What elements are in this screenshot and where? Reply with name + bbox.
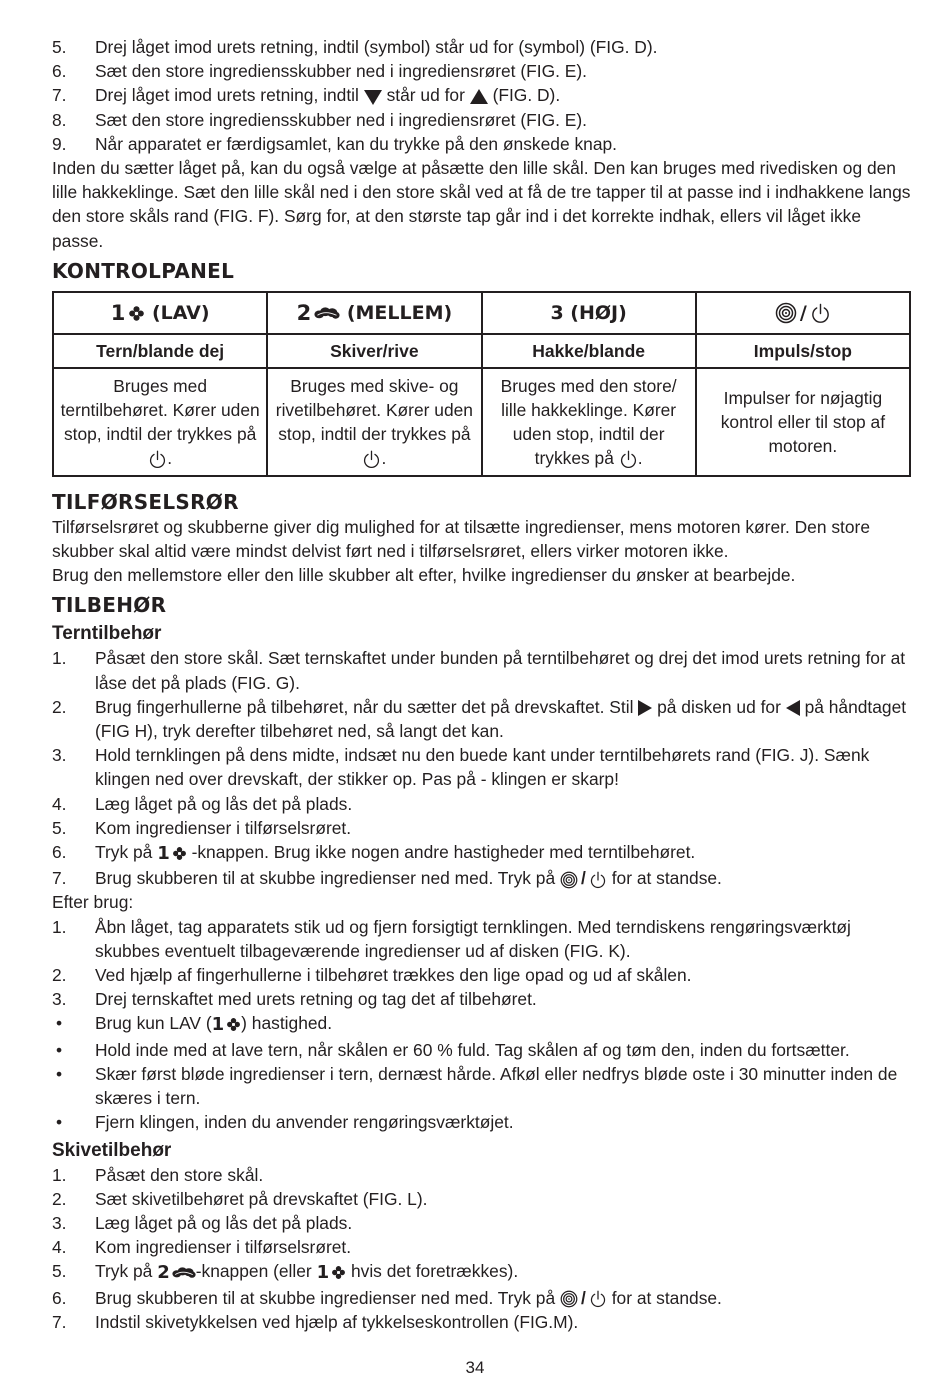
list-item: [52, 1011, 912, 1037]
list-text-part: -knappen (eller: [195, 1261, 312, 1282]
table-cell: Impulser for nøjagtig kontrol eller til stop af motoren.: [696, 368, 910, 476]
list-number: 5.: [52, 817, 67, 838]
page-number: 34: [465, 1358, 485, 1377]
list-text: Læg låget på og lås det på plads.: [95, 793, 353, 814]
list-text-part: Brug skubberen til at skubbe ingredienser ned med. Tryk på: [95, 868, 556, 889]
paragraph: Tilførselsrøret og skubberne giver dig mulighed for at tilsætte ingredienser, mens motoren kører. Den store skubber skal altid være mindst delvist ført ned i tilførselsrøret, ellers virker motoren ikke.: [52, 516, 871, 562]
list-item: [52, 1163, 912, 1187]
list-item: [52, 35, 912, 59]
list-item: [52, 108, 912, 132]
list-number: 7.: [52, 1311, 67, 1332]
list-item: [52, 792, 912, 816]
bullet-mark: •: [56, 1039, 63, 1060]
after-use-list: [52, 915, 912, 1012]
subsection-heading-skivetilbehor: Skivetilbehør: [52, 1139, 172, 1161]
cell-text: Bruges med den store/ lille hakkeklinge. Kører uden stop, indtil der trykkes på: [500, 375, 677, 468]
list-text: Fjern klingen, inden du anvender rengøringsværktøjet.: [95, 1112, 514, 1133]
list-number: 2.: [52, 1188, 67, 1209]
table-cell: [482, 368, 696, 476]
slash-separator: /: [799, 301, 807, 324]
flower-cluster-icon: [226, 1017, 241, 1032]
list-number: 6.: [52, 1287, 67, 1308]
list-item: [52, 840, 912, 866]
page-content: [52, 35, 912, 1334]
speed-label: (LAV): [151, 301, 210, 324]
subsection-heading-terntilbehor: Terntilbehør: [52, 623, 162, 645]
flower-cluster-icon: [172, 846, 187, 861]
list-number: 5.: [52, 1261, 67, 1282]
list-item: [52, 1259, 912, 1285]
section-heading-tilbehor: TILBEHØR: [52, 593, 167, 618]
list-text-part: står ud for: [386, 85, 465, 106]
list-text-part: Brug kun LAV (: [95, 1013, 212, 1034]
paragraph: Brug den mellemstore eller den lille skubber alt efter, hvilke ingredienser du ønsker at bearbejde.: [52, 565, 796, 586]
list-number: 6.: [52, 61, 67, 82]
list-item: [52, 987, 912, 1011]
list-item: [52, 59, 912, 83]
list-text: Hold inde med at lave tern, når skålen er 60 % fuld. Tag skålen af og tøm den, inden du fortsætter.: [95, 1039, 850, 1060]
list-text-part: hvis det foretrækkes).: [350, 1261, 519, 1282]
list-item: [52, 743, 912, 791]
list-number: 7.: [52, 868, 67, 889]
power-icon: [810, 303, 831, 324]
list-text: Åbn låget, tag apparatets stik ud og fjern forsigtigt ternklingen. Med terndiskens rengøringsværktøj skubbes eventuelt tilbageværende ingredienser ud af disken (FIG. K).: [95, 916, 851, 961]
list-number: 1.: [52, 648, 67, 669]
tips-bullet-list: [52, 1011, 912, 1134]
list-text-part: Brug skubberen til at skubbe ingredienser ned med. Tryk på: [95, 1287, 556, 1308]
bullet-mark: •: [56, 1013, 63, 1034]
table-body-row: [53, 368, 910, 476]
leaf-cluster-icon: [314, 306, 340, 321]
speed-number: 2: [296, 300, 312, 325]
cell-text: .: [381, 447, 387, 468]
table-header-row: [53, 292, 910, 334]
list-item: [52, 83, 912, 107]
list-text: [95, 695, 912, 743]
table-cell: Hakke/blande: [482, 334, 696, 368]
table-cell: Tern/blande dej: [53, 334, 267, 368]
list-item: [52, 1110, 912, 1134]
list-text: Når apparatet er færdigsamlet, kan du trykke på den ønskede knap.: [95, 133, 617, 154]
list-text: Sæt skivetilbehøret på drevskaftet (FIG. L).: [95, 1188, 428, 1209]
list-number: 7.: [52, 85, 67, 106]
after-use-label: Efter brug:: [52, 892, 134, 913]
table-cell: [53, 368, 267, 476]
list-number: 9.: [52, 133, 67, 154]
list-text-part: ) hastighed.: [241, 1013, 333, 1034]
list-text: Sæt den store ingrediensskubber ned i ingrediensrøret (FIG. E).: [95, 61, 587, 82]
list-item: [52, 646, 912, 694]
list-item: [52, 1286, 912, 1310]
list-text: Drej låget imod urets retning, indtil (symbol) står ud for (symbol) (FIG. D).: [95, 37, 658, 57]
list-number: 5.: [52, 37, 67, 57]
list-number: 4.: [52, 1237, 67, 1258]
speed-label: (MELLEM): [346, 301, 453, 324]
list-text-part: på håndtaget (FIG H), tryk derefter tilbehøret ned, så langt det kan.: [95, 696, 907, 742]
speed-number: 1: [211, 1014, 225, 1036]
triangle-up-icon: [470, 89, 488, 105]
list-item: [52, 695, 912, 743]
flower-cluster-icon: [331, 1265, 346, 1280]
list-item: [52, 1235, 912, 1259]
table-cell: Impuls/stop: [696, 334, 910, 368]
list-text: [95, 1259, 912, 1285]
list-item: [52, 1038, 912, 1062]
intro-list: [52, 35, 912, 156]
list-item: [52, 1211, 912, 1235]
list-text: [95, 1286, 912, 1310]
speed-number: 1: [316, 1262, 330, 1284]
list-text-part: for at standse.: [611, 1287, 722, 1308]
list-text: Kom ingredienser i tilførselsrøret.: [95, 1237, 352, 1258]
power-icon: [589, 1290, 607, 1308]
spiral-icon: [560, 871, 578, 889]
list-text-part: Tryk på: [95, 842, 153, 863]
triangle-left-icon: [786, 700, 800, 716]
triangle-right-icon: [638, 700, 652, 716]
speed-label: 3 (HØJ): [550, 301, 627, 324]
col-header-medium: [267, 292, 481, 334]
list-number: 3.: [52, 745, 67, 766]
power-icon: [362, 450, 381, 469]
control-panel-table: [52, 291, 911, 477]
list-text-part: Brug fingerhullerne på tilbehøret, når du sætter det på drevskaftet. Stil: [95, 696, 634, 717]
list-text: Læg låget på og lås det på plads.: [95, 1212, 353, 1233]
leaf-cluster-icon: [172, 1266, 196, 1280]
list-text-part: Drej låget imod urets retning, indtil: [95, 85, 359, 106]
list-text-part: Tryk på: [95, 1261, 153, 1282]
list-number: 6.: [52, 842, 67, 863]
list-text-part: (FIG. D).: [492, 85, 561, 106]
power-icon: [619, 450, 638, 469]
list-number: 4.: [52, 793, 67, 814]
list-number: 8.: [52, 109, 67, 130]
speed-number: 2: [157, 1262, 170, 1284]
list-item: [52, 816, 912, 840]
cell-text: .: [167, 447, 173, 468]
list-number: 1.: [52, 1164, 67, 1185]
list-item: [52, 132, 912, 156]
list-text: Påsæt den store skål.: [95, 1164, 264, 1185]
bullet-mark: •: [56, 1112, 63, 1133]
cell-text: .: [637, 447, 643, 468]
section-heading-kontrolpanel: KONTROLPANEL: [52, 258, 235, 283]
table-cell: [267, 368, 481, 476]
list-text-part: på disken ud for: [657, 696, 781, 717]
slash-separator: /: [581, 1287, 586, 1308]
cell-text: Bruges med skive- og rivetilbehøret. Kører uden stop, indtil der trykkes på: [275, 375, 473, 444]
list-number: 1.: [52, 916, 67, 937]
list-text: [95, 866, 912, 890]
list-text: Kom ingredienser i tilførselsrøret.: [95, 817, 352, 838]
list-text: Påsæt den store skål. Sæt ternskaftet under bunden på terntilbehøret og drej det imod urets retning for at låse det på plads (FIG. G).: [95, 648, 906, 693]
list-text: [95, 1011, 912, 1037]
speed-number: 1: [110, 300, 126, 325]
list-item: [52, 1310, 912, 1334]
list-text: [95, 840, 912, 866]
list-item: [52, 866, 912, 890]
list-number: 3.: [52, 989, 67, 1010]
section-heading-tilforselsror: TILFØRSELSRØR: [52, 489, 239, 514]
triangle-down-icon: [364, 89, 382, 105]
list-number: 3.: [52, 1212, 67, 1233]
list-text: Indstil skivetykkelsen ved hjælp af tykkelseskontrollen (FIG.M).: [95, 1311, 579, 1332]
col-header-high: [482, 292, 696, 334]
power-icon: [589, 871, 607, 889]
list-number: 2.: [52, 965, 67, 986]
list-item: [52, 1062, 912, 1110]
col-header-low: [53, 292, 267, 334]
list-text-part: for at standse.: [611, 868, 722, 889]
list-text: Ved hjælp af fingerhullerne i tilbehøret trækkes den lige opad og ud af skålen.: [95, 965, 692, 986]
list-item: [52, 963, 912, 987]
list-text: Skær først bløde ingredienser i tern, dernæst hårde. Afkøl eller nedfrys bløde oste i 30 minutter inden de skæres i tern.: [95, 1063, 898, 1109]
spiral-icon: [560, 1290, 578, 1308]
list-text: Drej ternskaftet med urets retning og tag det af tilbehøret.: [95, 989, 537, 1010]
flower-cluster-icon: [128, 305, 145, 322]
skivetilbehor-list: [52, 1163, 912, 1334]
bullet-mark: •: [56, 1063, 63, 1084]
table-subheader-row: [53, 334, 910, 368]
col-header-pulse-stop: [696, 292, 910, 334]
list-number: 2.: [52, 696, 67, 717]
list-item: [52, 1187, 912, 1211]
list-text-part: -knappen. Brug ikke nogen andre hastigheder med terntilbehøret.: [191, 842, 696, 863]
speed-number: 1: [157, 843, 170, 865]
table-cell: Skiver/rive: [267, 334, 481, 368]
intro-paragraph: Inden du sætter låget på, kan du også vælge at påsætte den lille skål. Den kan bruges med rivedisken og den lille hakkeklinge. Sæt den lille skål ned i den store skål ved at få de tre tapper til at passe ind i indhakkene langs den store skåls rand (FIG. F). Sørg for, at den største tap går ind i det korrekte indhak, ellers vil låget ikke passe.: [52, 158, 911, 251]
power-icon: [148, 450, 167, 469]
spiral-icon: [775, 302, 797, 324]
list-text: Sæt den store ingrediensskubber ned i ingrediensrøret (FIG. E).: [95, 109, 587, 130]
terntilbehor-list: [52, 646, 912, 890]
list-text: Hold ternklingen på dens midte, indsæt nu den buede kant under terntilbehørets rand (FIG. J). Sænk klingen ned over drevskaft, der stikker op. Pas på - klingen er skarp!: [95, 745, 870, 790]
list-item: [52, 915, 912, 963]
slash-separator: /: [581, 868, 586, 889]
list-text: [95, 83, 912, 107]
cell-text: Bruges med terntilbehøret. Kører uden stop, indtil der trykkes på: [60, 375, 260, 444]
